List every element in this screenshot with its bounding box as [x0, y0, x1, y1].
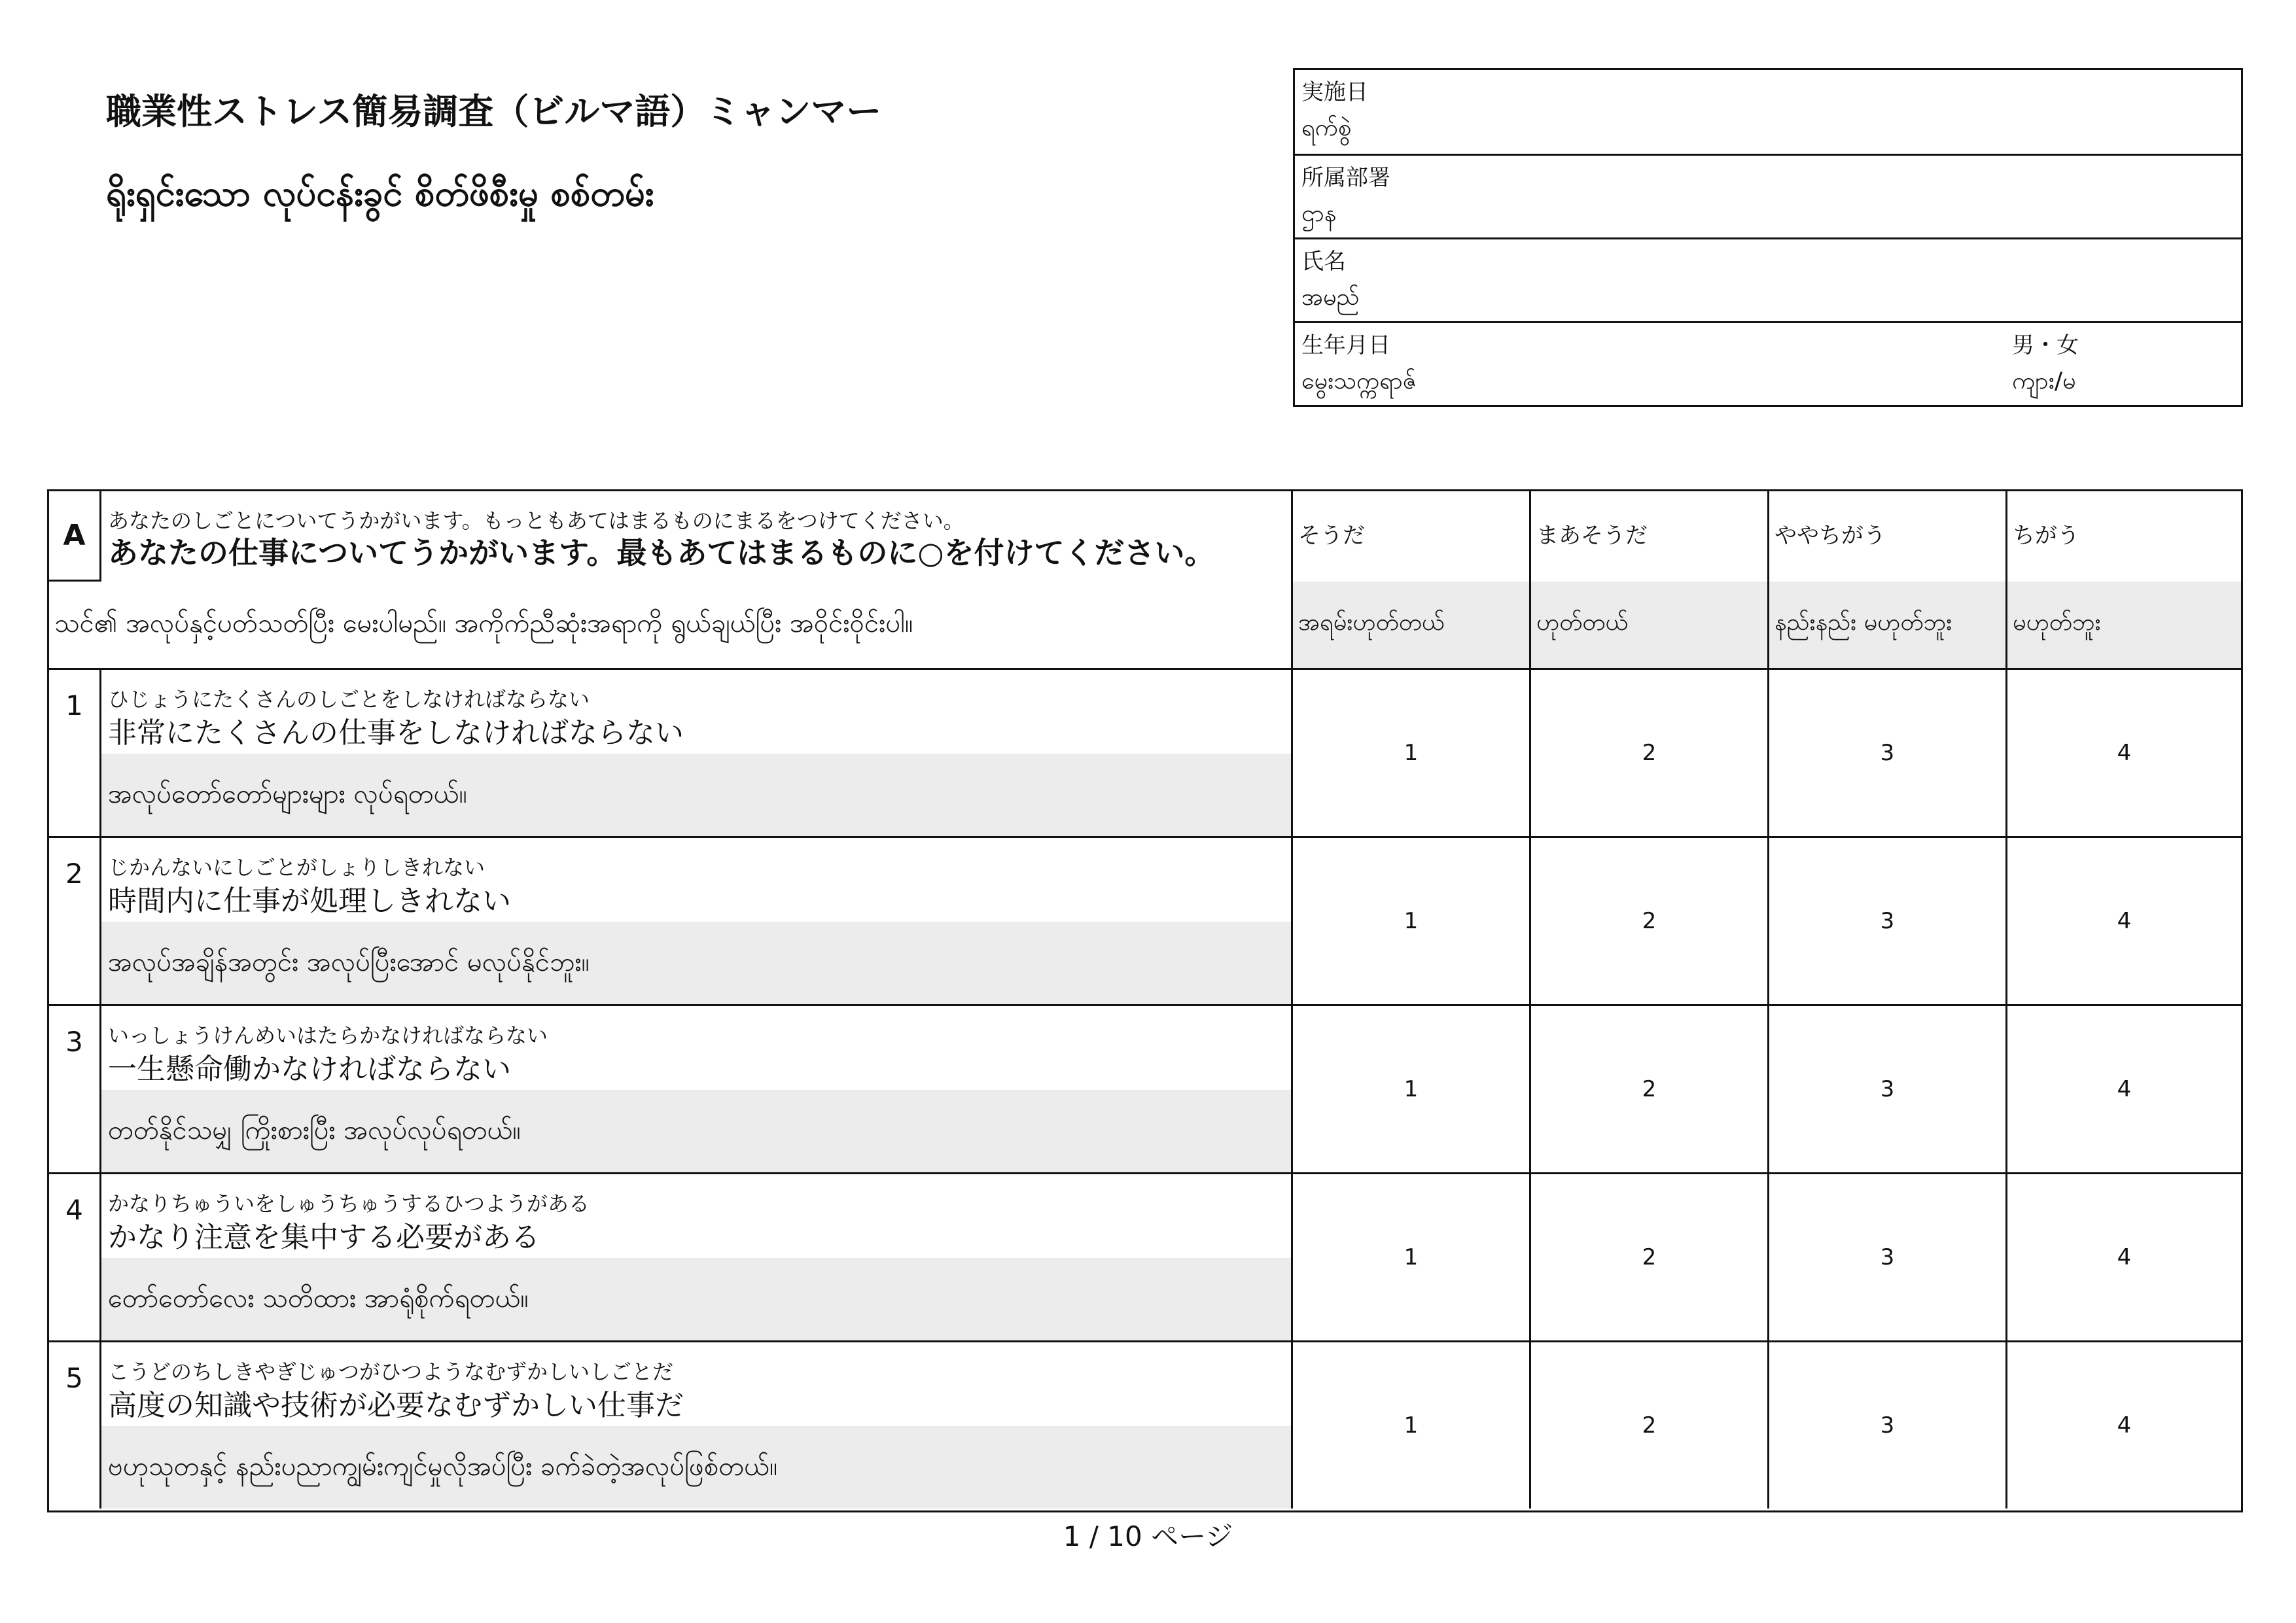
answer-option-4[interactable]: 4 — [2005, 1006, 2241, 1172]
birthdate-label-ja: 生年月日 — [1301, 332, 1390, 358]
question-myanmar: တတ်နိုင်သမျှ ကြိုးစားပြီး အလုပ်လုပ်ရတယ်။ — [108, 1115, 521, 1145]
question-row-2 — [49, 838, 2241, 1006]
answer-option-4[interactable]: 4 — [2005, 838, 2241, 1004]
question-number: 1 — [49, 670, 101, 836]
answer-option-3[interactable]: 3 — [1767, 1174, 2005, 1340]
question-japanese: 一生懸命働かなければならない — [108, 1053, 511, 1086]
name-label-ja: 氏名 — [1301, 249, 1346, 275]
answer-option-4[interactable]: 4 — [2005, 1342, 2241, 1509]
question-myanmar: ဗဟုသုတနှင့် နည်းပညာကျွမ်းကျင်မှုလိုအပ်ပြီး ခက်ခဲတဲ့အလုပ်ဖြစ်တယ်။ — [108, 1452, 778, 1482]
choice-label-my: မဟုတ်ဘူး — [2013, 609, 2101, 636]
section-header — [49, 491, 2241, 670]
answer-option-4[interactable]: 4 — [2005, 670, 2241, 836]
answer-option-1[interactable]: 1 — [1291, 1174, 1529, 1340]
answer-option-2[interactable]: 2 — [1529, 1006, 1767, 1172]
choice-label-my: ဟုတ်တယ် — [1536, 609, 1629, 636]
choice-label-my: အရမ်းဟုတ်တယ် — [1298, 609, 1445, 636]
department-label-my: ဌာန — [1301, 200, 1337, 227]
answer-option-4[interactable]: 4 — [2005, 1174, 2241, 1340]
question-furigana: ひじょうにたくさんのしごとをしなければならない — [108, 687, 590, 712]
choice-header-2 — [1529, 491, 1767, 668]
department-label-ja: 所属部署 — [1301, 165, 1390, 191]
birthdate-label-my: မွေးသက္ကရာဇ် — [1301, 368, 1417, 394]
instruction-furigana: あなたのしごとについてうかがいます。もっともあてはまるものにまるをつけてください。 — [108, 508, 964, 533]
answer-option-2[interactable]: 2 — [1529, 1174, 1767, 1340]
name-field[interactable] — [1295, 237, 2241, 321]
name-label-my: အမည် — [1301, 284, 1360, 311]
birthdate-field[interactable] — [1295, 321, 2241, 405]
section-id: A — [49, 491, 101, 582]
question-japanese: かなり注意を集中する必要がある — [108, 1221, 540, 1254]
choice-header-4 — [2005, 491, 2241, 668]
choice-label-ja: ちがう — [2013, 523, 2079, 549]
instruction-japanese: あなたの仕事についてうかがいます。最もあてはまるものに○を付けてください。 — [108, 535, 1215, 570]
question-row-3 — [49, 1006, 2241, 1174]
answer-option-1[interactable]: 1 — [1291, 670, 1529, 836]
answer-option-3[interactable]: 3 — [1767, 1342, 2005, 1509]
answer-option-3[interactable]: 3 — [1767, 1006, 2005, 1172]
answer-option-2[interactable]: 2 — [1529, 670, 1767, 836]
instruction-myanmar: သင်၏ အလုပ်နှင့်ပတ်သတ်ပြီး မေးပါမည်။ အကိုက်ညီဆုံးအရာကို ရွယ်ချယ်ပြီး အဝိုင်းဝိုင်းပါ။ — [54, 608, 913, 638]
answer-option-1[interactable]: 1 — [1291, 1342, 1529, 1509]
title-myanmar: ရိုးရှင်းသော လုပ်ငန်းခွင် စိတ်ဖိစီးမှု စစ်တမ်း — [106, 173, 654, 214]
choice-label-my: နည်းနည်း မဟုတ်ဘူး — [1775, 609, 1952, 636]
answer-option-2[interactable]: 2 — [1529, 838, 1767, 1004]
question-japanese: 時間内に仕事が処理しきれない — [108, 884, 511, 918]
question-furigana: こうどのちしきやぎじゅつがひつようなむずかしいしごとだ — [108, 1359, 674, 1384]
date-label-ja: 実施日 — [1301, 79, 1368, 105]
choice-header-3 — [1767, 491, 2005, 668]
date-field[interactable] — [1295, 70, 2241, 154]
question-furigana: かなりちゅういをしゅうちゅうするひつようがある — [108, 1191, 590, 1216]
question-myanmar: အလုပ်တော်တော်များများ လုပ်ရတယ်။ — [108, 779, 467, 809]
choice-header-1 — [1291, 491, 1529, 668]
question-number: 2 — [49, 838, 101, 1004]
respondent-info-box — [1293, 68, 2243, 407]
question-myanmar: အလုပ်အချိန်အတွင်း အလုပ်ပြီးအောင် မလုပ်နိုင်ဘူး။ — [108, 947, 590, 977]
date-label-my: ရက်စွဲ — [1301, 114, 1352, 141]
question-japanese: 高度の知識や技術が必要なむずかしい仕事だ — [108, 1389, 684, 1422]
title-japanese: 職業性ストレス簡易調査（ビルマ語）ミャンマー — [106, 91, 882, 132]
question-row-1 — [49, 670, 2241, 838]
answer-option-1[interactable]: 1 — [1291, 1006, 1529, 1172]
answer-option-2[interactable]: 2 — [1529, 1342, 1767, 1509]
gender-label-ja[interactable]: 男・女 — [2012, 332, 2079, 358]
question-row-5 — [49, 1342, 2241, 1510]
question-number: 3 — [49, 1006, 101, 1172]
page-indicator: 1 / 10 ページ — [1063, 1520, 1233, 1552]
department-field[interactable] — [1295, 154, 2241, 237]
choice-label-ja: まあそうだ — [1536, 523, 1648, 549]
answer-option-3[interactable]: 3 — [1767, 670, 2005, 836]
gender-label-my[interactable]: ကျား/မ — [2012, 368, 2076, 394]
question-furigana: じかんないにしごとがしょりしきれない — [108, 855, 486, 880]
choice-label-ja: ややちがう — [1775, 523, 1886, 549]
question-row-4 — [49, 1174, 2241, 1342]
question-furigana: いっしょうけんめいはたらかなければならない — [108, 1023, 548, 1048]
answer-option-1[interactable]: 1 — [1291, 838, 1529, 1004]
choice-label-ja: そうだ — [1298, 523, 1365, 549]
question-japanese: 非常にたくさんの仕事をしなければならない — [108, 716, 684, 750]
answer-option-3[interactable]: 3 — [1767, 838, 2005, 1004]
question-number: 4 — [49, 1174, 101, 1340]
question-myanmar: တော်တော်လေး သတိထား အာရုံစိုက်ရတယ်။ — [108, 1283, 529, 1314]
question-number: 5 — [49, 1342, 101, 1509]
questionnaire-table — [47, 489, 2243, 1512]
